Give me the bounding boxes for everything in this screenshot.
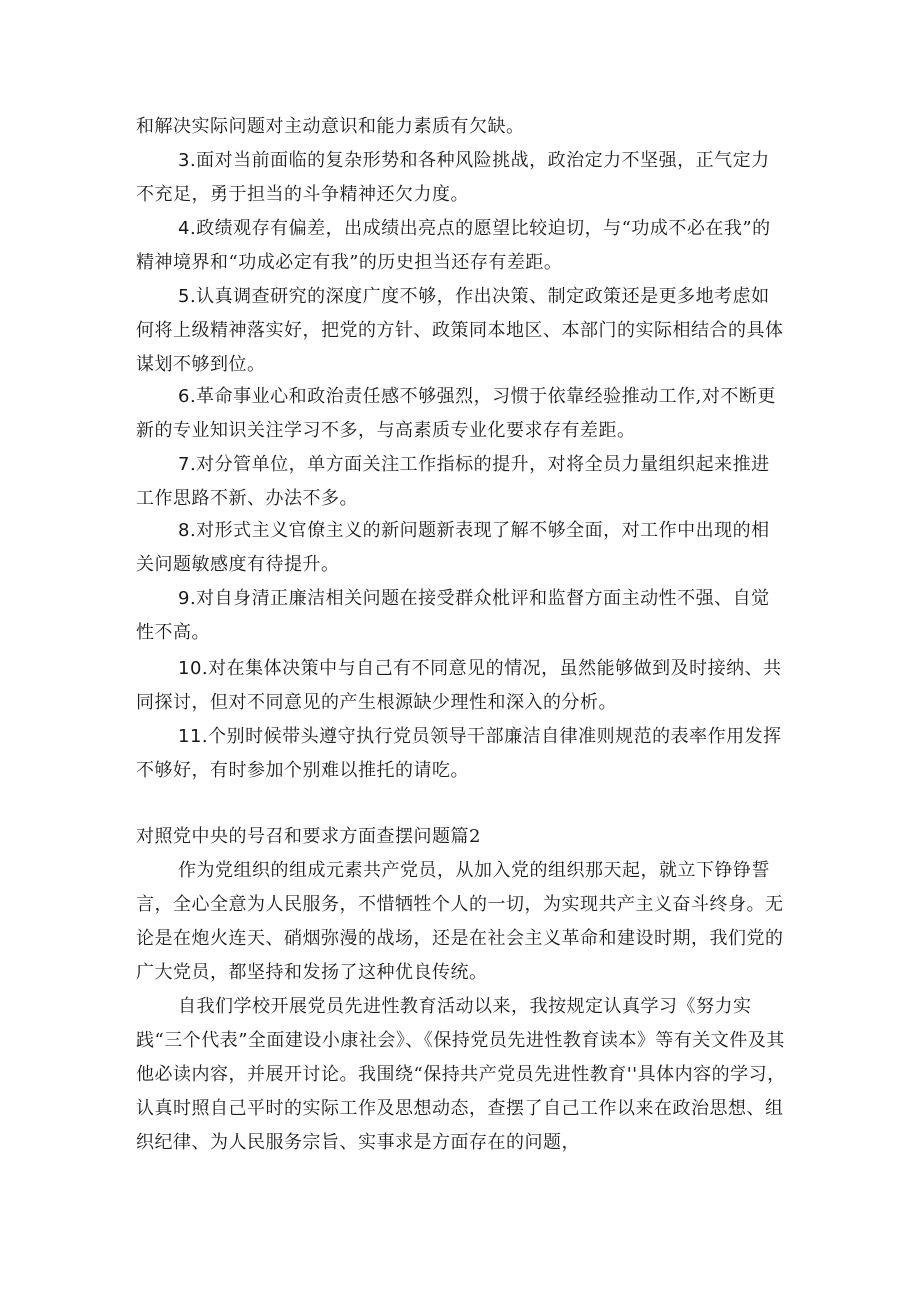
list-item-8 [136,514,786,582]
continuation-text: 和解决实际问题对主动意识和能力素质有欠缺。 [136,116,525,137]
list-item-6 [136,380,786,448]
list-item-9 [136,582,786,650]
item-text: .面对当前面临的复杂形势和各种风险挑战，政治定力不坚强，正气定力不充足，勇于担当的斗争精神还欠力度。 [136,150,770,205]
item-text: .革命事业心和政治责任感不够强烈，习惯于依靠经验推动工作,对不断更新的专业知识关注学习不多，与高素质专业化要求存有差距。 [136,386,776,441]
item-text: .认真调查研究的深度广度不够，作出决策、制定政策还是更多地考虑如何将上级精神落实好，把党的方针、政策同本地区、本部门的实际相结合的具体谋划不够到位。 [136,286,784,375]
item-number: 9 [178,588,190,609]
body-paragraph: 自我们学校开展党员先进性教育活动以来，我按规定认真学习《努力实践“三个代表”全面建设小康社会》、《保持党员先进性教育读本》等有关文件及其他必读内容，并展开讨论。我围绕“保持共产党员先进性教育''具体内容的学习，认真时照自己平时的实际工作及思想动态，查摆了自己工作以来在政治思想、组织纪律、为人民服务宗旨、实事求是方面存在的问题， [136,996,786,1153]
item-text: .对形式主义官僚主义的新问题新表现了解不够全面，对工作中出现的相关问题敏感度有待提升。 [136,520,770,575]
item-number: 8 [178,520,190,541]
item-number: 11 [178,726,202,747]
item-number: 4 [178,218,190,239]
list-item-7 [136,448,786,516]
item-number: 5 [178,286,190,307]
list-item-4 [136,212,786,280]
list-item-5 [136,280,786,382]
item-text: .个别时候带头遵守执行党员领导干部廉洁自律准则规范的表率作用发挥不够好，有时参加个别难以推托的请吃。 [136,726,782,781]
item-number: 10 [178,658,202,679]
item-text: .对自身清正廉洁相关问题在接受群众枇评和监督方面主动性不强、自觉性不高。 [136,588,770,643]
section-heading: 对照党中央的号召和要求方面查摆问题篇2 [136,826,481,847]
list-item-10 [136,652,786,720]
item-text: .政绩观存有偏差，出成绩出亮点的愿望比较迫切，与“功成不必在我”的精神境界和“功成必定有我”的历史担当还存有差距。 [136,218,771,273]
item-number: 7 [178,454,190,475]
item-text: .对在集体决策中与自己有不同意见的情况，虽然能够做到及时接纳、共同探讨，但对不同意见的产生根源缺少理性和深入的分析。 [136,658,782,713]
list-item-11 [136,720,786,788]
item-text: .对分管单位，单方面关注工作指标的提升，对将全员力量组织起来推进工作思路不新、办法不多。 [136,454,770,509]
item-number: 3 [178,150,190,171]
item-number: 6 [178,386,190,407]
body-paragraph: 作为党组织的组成元素共产党员，从加入党的组织那天起，就立下铮铮誓言，全心全意为人民服务，不惜牺牲个人的一切，为实现共产主义奋斗终身。无论是在炮火连天、硝烟弥漫的战场，还是在社会主义革命和建设时期，我们党的广大党员，都坚持和发扬了这种优良传统。 [136,860,784,983]
list-item-3 [136,144,786,212]
